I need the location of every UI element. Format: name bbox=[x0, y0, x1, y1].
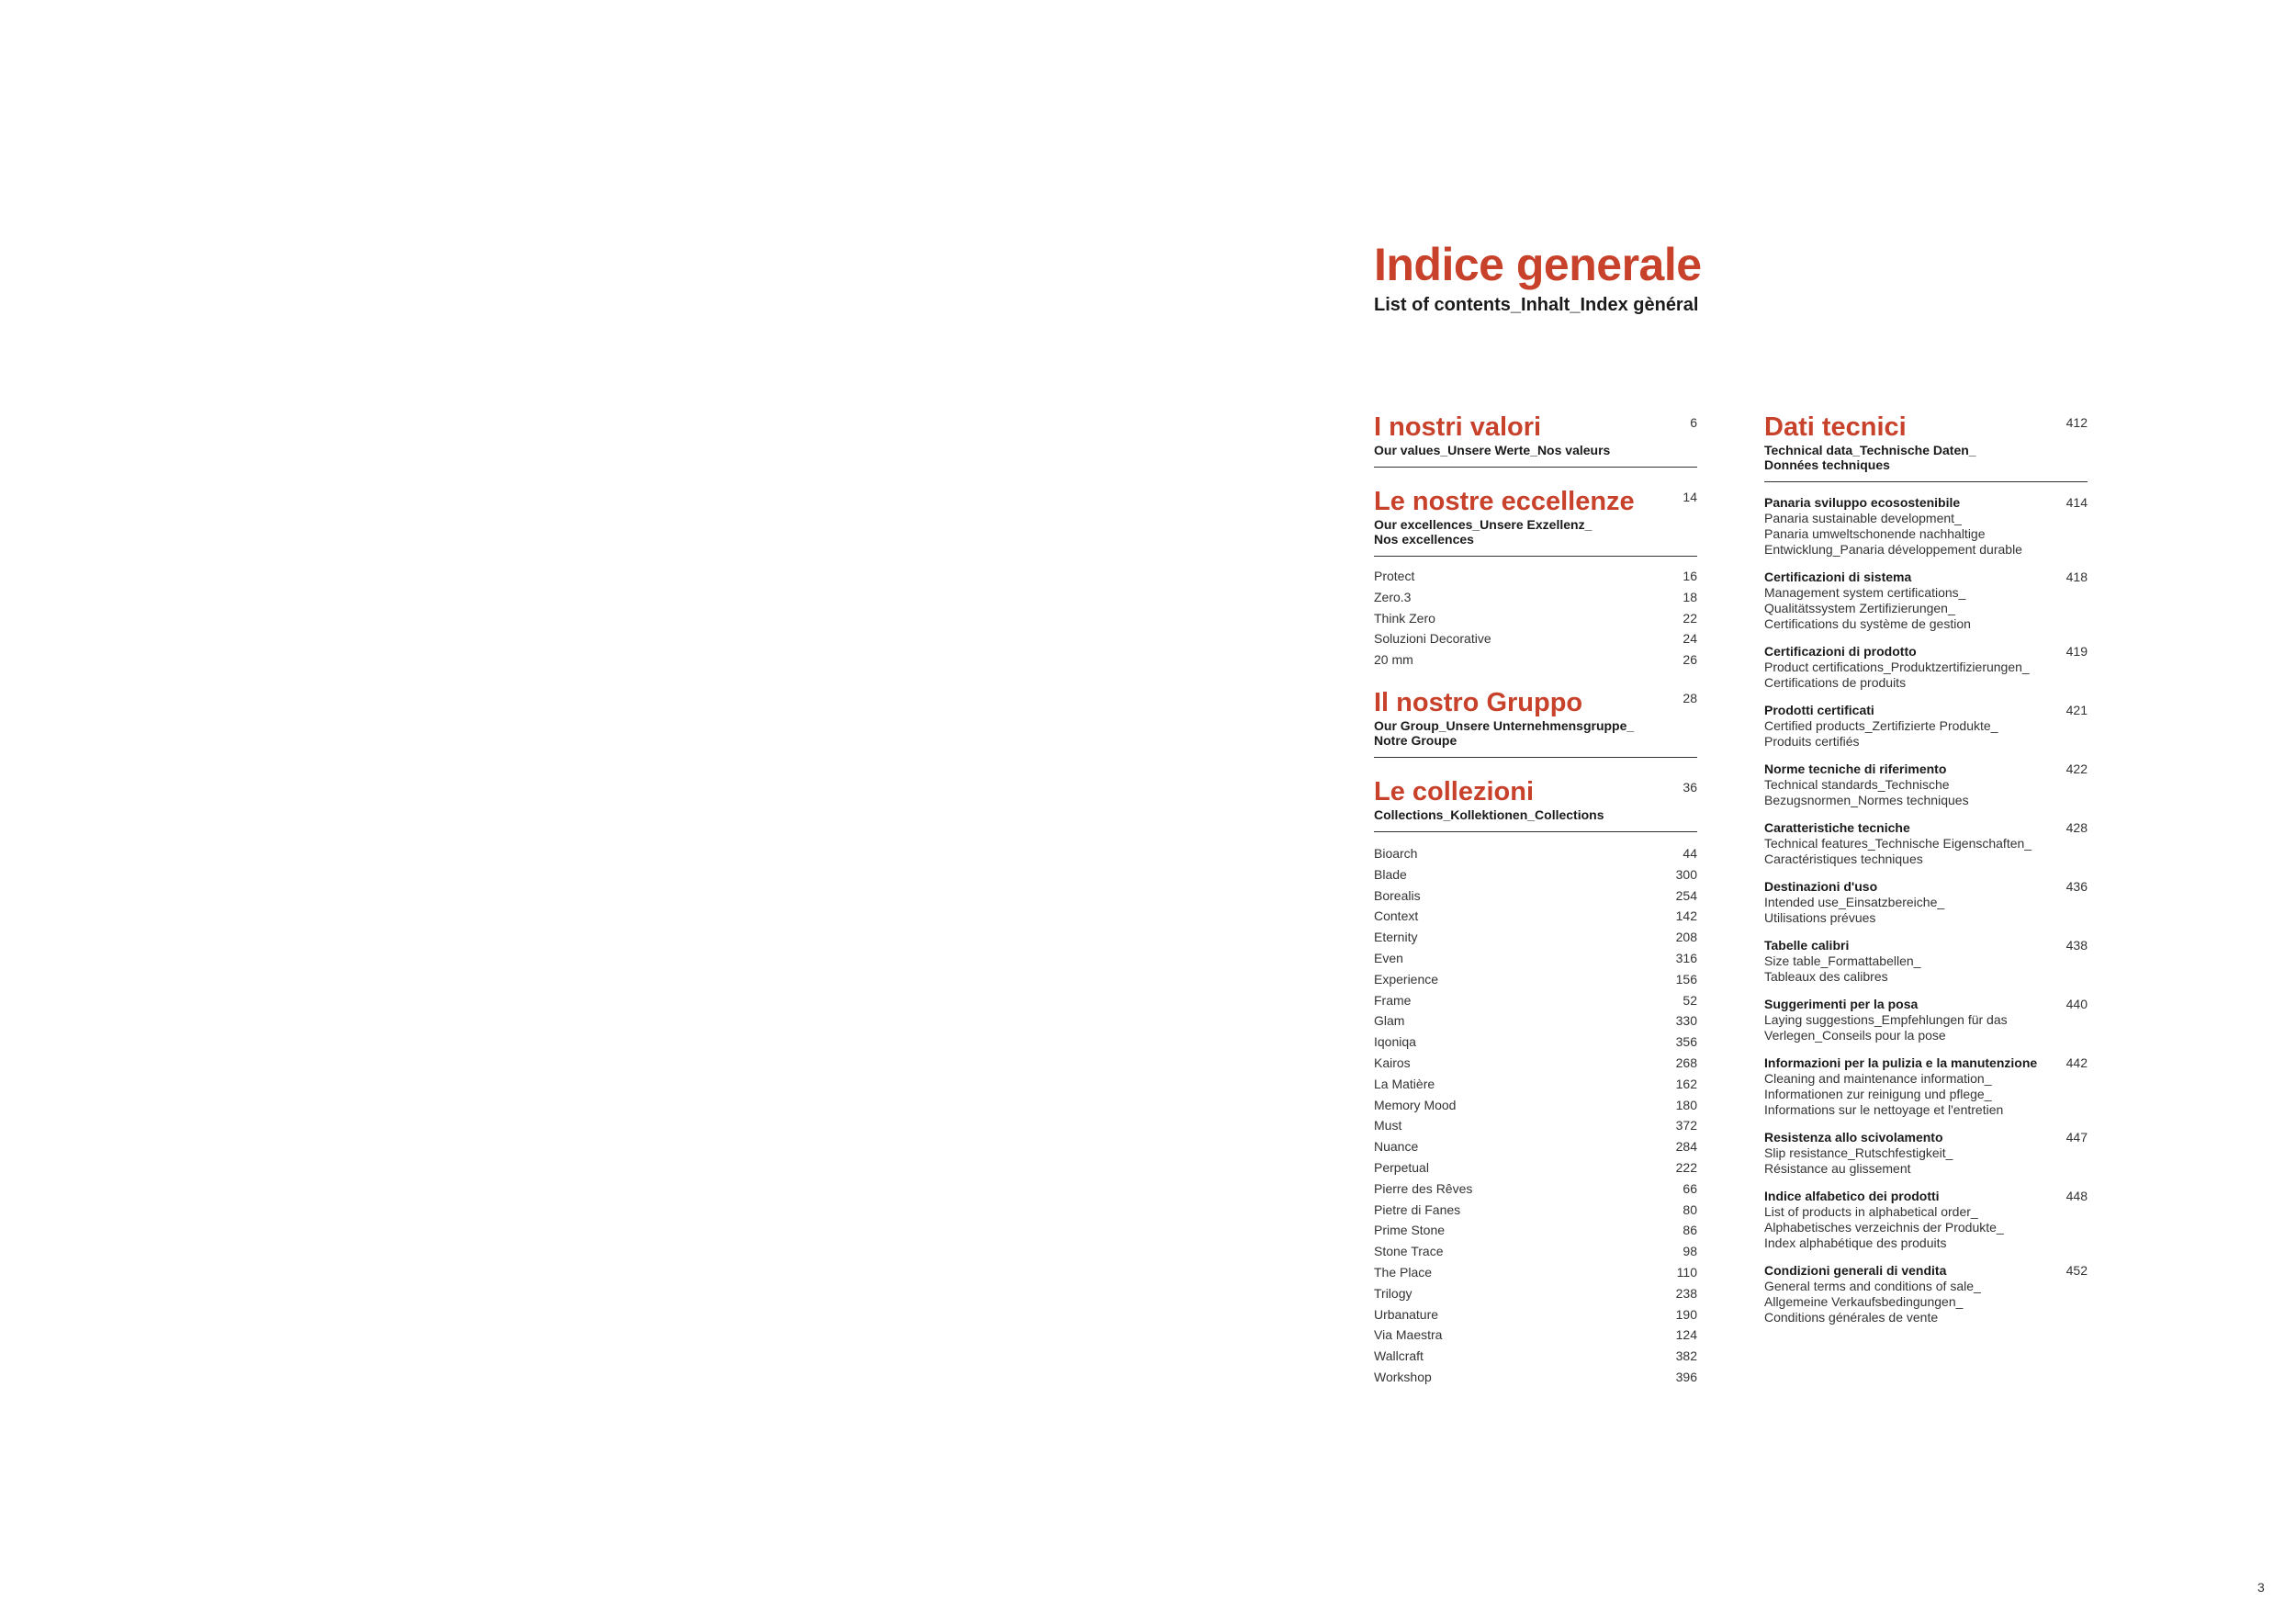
list-item-label: Experience bbox=[1374, 971, 1439, 987]
list-item-page: 26 bbox=[1683, 652, 1697, 668]
list-item[interactable] bbox=[1374, 566, 1697, 587]
list-item-page: 80 bbox=[1683, 1201, 1697, 1217]
section-page: 28 bbox=[1683, 690, 1697, 705]
section-page: 6 bbox=[1690, 415, 1697, 430]
section-subtitle: Technical data_Technische Daten_ Données techniques bbox=[1764, 443, 1976, 472]
section-title: Le collezioni bbox=[1374, 776, 1535, 806]
list-item-label: Think Zero bbox=[1374, 610, 1435, 626]
list-item[interactable] bbox=[1374, 1220, 1697, 1241]
list-item[interactable] bbox=[1374, 1074, 1697, 1095]
technical-item-title: Caratteristiche tecniche bbox=[1764, 820, 1910, 835]
list-item-label: Perpetual bbox=[1374, 1159, 1429, 1175]
technical-item-page: 414 bbox=[2065, 495, 2088, 510]
section-title: Il nostro Gruppo bbox=[1374, 687, 1583, 717]
technical-item-page: 421 bbox=[2065, 703, 2088, 717]
technical-item-description: Technical features_Technische Eigenschaften_ Caractéristiques techniques bbox=[1764, 836, 2032, 866]
page-title: Indice generale bbox=[1374, 239, 1702, 290]
technical-item-title: Certificazioni di prodotto bbox=[1764, 644, 1917, 659]
list-item[interactable] bbox=[1374, 1115, 1697, 1136]
list-item-label: Eternity bbox=[1374, 930, 1418, 945]
list-item-label: Soluzioni Decorative bbox=[1374, 631, 1491, 647]
list-item-label: Wallcraft bbox=[1374, 1348, 1424, 1364]
list-item-page: 162 bbox=[1675, 1076, 1697, 1091]
list-item-label: Borealis bbox=[1374, 887, 1421, 903]
list-item-page: 16 bbox=[1683, 569, 1697, 583]
technical-item-page: 436 bbox=[2065, 879, 2088, 894]
technical-item-title: Destinazioni d'uso bbox=[1764, 879, 1878, 894]
technical-item-page: 448 bbox=[2065, 1189, 2088, 1203]
list-item-label: Iqoniqa bbox=[1374, 1034, 1416, 1050]
technical-item-page: 452 bbox=[2065, 1263, 2088, 1278]
excellences-list bbox=[1374, 557, 1697, 687]
list-item[interactable] bbox=[1374, 948, 1697, 969]
list-item-label: Workshop bbox=[1374, 1369, 1432, 1384]
list-item-label: Pietre di Fanes bbox=[1374, 1201, 1461, 1217]
technical-item-title: Norme tecniche di riferimento bbox=[1764, 761, 1947, 776]
list-item-page: 156 bbox=[1675, 971, 1697, 987]
list-item[interactable] bbox=[1374, 969, 1697, 990]
list-item[interactable] bbox=[1374, 628, 1697, 649]
list-item-label: 20 mm bbox=[1374, 652, 1413, 668]
list-item[interactable] bbox=[1374, 587, 1697, 608]
list-item[interactable] bbox=[1374, 1136, 1697, 1157]
section-technical bbox=[1764, 412, 2088, 482]
list-item[interactable] bbox=[1374, 1010, 1697, 1032]
list-item-page: 268 bbox=[1675, 1054, 1697, 1070]
list-item-page: 52 bbox=[1683, 992, 1697, 1008]
technical-item-page: 428 bbox=[2065, 820, 2088, 835]
list-item-label: Blade bbox=[1374, 866, 1407, 882]
list-item-page: 66 bbox=[1683, 1180, 1697, 1196]
list-item-label: Pierre des Rêves bbox=[1374, 1180, 1473, 1196]
list-item[interactable] bbox=[1374, 1053, 1697, 1074]
list-item[interactable] bbox=[1374, 1304, 1697, 1325]
technical-item[interactable] bbox=[1764, 1055, 2088, 1118]
list-item-label: Kairos bbox=[1374, 1054, 1411, 1070]
technical-item-page: 442 bbox=[2065, 1055, 2088, 1070]
list-item-page: 18 bbox=[1683, 589, 1697, 604]
technical-item-title: Resistenza allo scivolamento bbox=[1764, 1130, 1943, 1145]
list-item-label: Nuance bbox=[1374, 1139, 1419, 1155]
list-item-page: 238 bbox=[1675, 1285, 1697, 1301]
technical-item-page: 447 bbox=[2065, 1130, 2088, 1145]
technical-item-title: Tabelle calibri bbox=[1764, 938, 1850, 953]
list-item[interactable] bbox=[1374, 906, 1697, 927]
section-title: Dati tecnici bbox=[1764, 412, 1907, 442]
list-item-page: 86 bbox=[1683, 1223, 1697, 1238]
list-item-label: Even bbox=[1374, 950, 1403, 965]
list-item[interactable] bbox=[1374, 1032, 1697, 1053]
list-item-page: 142 bbox=[1675, 908, 1697, 924]
technical-item-title: Panaria sviluppo ecosostenibile bbox=[1764, 495, 1961, 510]
technical-item-description: Size table_Formattabellen_ Tableaux des calibres bbox=[1764, 953, 1921, 984]
technical-item-page: 422 bbox=[2065, 761, 2088, 776]
technical-item-description: Slip resistance_Rutschfestigkeit_ Résistance au glissement bbox=[1764, 1145, 1953, 1176]
list-item-page: 372 bbox=[1675, 1118, 1697, 1133]
list-item-label: The Place bbox=[1374, 1264, 1433, 1280]
technical-item-title: Condizioni generali di vendita bbox=[1764, 1263, 1947, 1278]
list-item[interactable] bbox=[1374, 649, 1697, 671]
list-item-page: 222 bbox=[1675, 1159, 1697, 1175]
technical-item[interactable] bbox=[1764, 570, 2088, 632]
list-item-label: Must bbox=[1374, 1118, 1402, 1133]
technical-item[interactable] bbox=[1764, 1130, 2088, 1177]
list-item[interactable] bbox=[1374, 608, 1697, 629]
technical-item[interactable] bbox=[1764, 938, 2088, 985]
section-subtitle: Collections_Kollektionen_Collections bbox=[1374, 806, 1604, 822]
list-item-label: Protect bbox=[1374, 569, 1415, 583]
list-item-label: Glam bbox=[1374, 1013, 1405, 1029]
list-item[interactable] bbox=[1374, 864, 1697, 885]
technical-item[interactable] bbox=[1764, 703, 2088, 750]
section-subtitle: Our values_Unsere Werte_Nos valeurs bbox=[1374, 443, 1611, 457]
section-excellences bbox=[1374, 486, 1697, 557]
section-page: 14 bbox=[1683, 490, 1697, 504]
technical-item-description: Intended use_Einsatzbereiche_ Utilisations prévues bbox=[1764, 895, 1945, 925]
list-item-page: 98 bbox=[1683, 1244, 1697, 1259]
list-item-label: Memory Mood bbox=[1374, 1097, 1457, 1112]
technical-item-description: Panaria sustainable development_ Panaria umweltschonende nachhaltige Entwicklung_Panaria développement durable bbox=[1764, 511, 2022, 557]
list-item-page: 24 bbox=[1683, 631, 1697, 647]
section-values bbox=[1374, 412, 1697, 468]
list-item[interactable] bbox=[1374, 990, 1697, 1011]
section-subtitle: Our Group_Unsere Unternehmensgruppe_ Notre Groupe bbox=[1374, 717, 1635, 748]
list-item-label: Urbanature bbox=[1374, 1306, 1439, 1322]
technical-item[interactable] bbox=[1764, 1263, 2088, 1325]
list-item-label: La Matière bbox=[1374, 1076, 1435, 1091]
list-item-page: 22 bbox=[1683, 610, 1697, 626]
collections-list bbox=[1374, 832, 1697, 1404]
technical-item-description: General terms and conditions of sale_ Allgemeine Verkaufsbedingungen_ Conditions générales de vente bbox=[1764, 1279, 1981, 1325]
technical-item-page: 418 bbox=[2065, 570, 2088, 584]
list-item-label: Trilogy bbox=[1374, 1285, 1412, 1301]
section-title: I nostri valori bbox=[1374, 412, 1542, 442]
list-item-page: 190 bbox=[1675, 1306, 1697, 1322]
technical-list bbox=[1764, 482, 2088, 1325]
technical-item-description: Technical standards_Technische Bezugsnormen_Normes techniques bbox=[1764, 777, 1969, 807]
list-item[interactable] bbox=[1374, 885, 1697, 907]
list-item-page: 396 bbox=[1675, 1369, 1697, 1384]
list-item[interactable] bbox=[1374, 1325, 1697, 1346]
list-item[interactable] bbox=[1374, 843, 1697, 864]
section-collections bbox=[1374, 776, 1697, 832]
technical-item-title: Suggerimenti per la posa bbox=[1764, 997, 1919, 1011]
list-item[interactable] bbox=[1374, 1095, 1697, 1116]
list-item-page: 124 bbox=[1675, 1327, 1697, 1343]
list-item[interactable] bbox=[1374, 1157, 1697, 1179]
technical-item-description: Product certifications_Produktzertifizierungen_ Certifications de produits bbox=[1764, 660, 2030, 690]
list-item-page: 110 bbox=[1676, 1264, 1697, 1280]
technical-item-description: Cleaning and maintenance information_ Informationen zur reinigung und pflege_ Informations sur le nettoyage et l'entretien bbox=[1764, 1071, 2004, 1117]
list-item-page: 300 bbox=[1675, 866, 1697, 882]
list-item[interactable] bbox=[1374, 1200, 1697, 1221]
list-item-page: 180 bbox=[1675, 1097, 1697, 1112]
list-item-page: 44 bbox=[1683, 845, 1697, 861]
page-subtitle: List of contents_Inhalt_Index gènéral bbox=[1374, 295, 1699, 315]
technical-item[interactable] bbox=[1764, 761, 2088, 808]
list-item-page: 284 bbox=[1675, 1139, 1697, 1155]
technical-item-description: List of products in alphabetical order_ Alphabetisches verzeichnis der Produkte_ Index alphabétique des produits bbox=[1764, 1204, 2004, 1250]
list-item-label: Bioarch bbox=[1374, 845, 1418, 861]
technical-item-title: Certificazioni di sistema bbox=[1764, 570, 1912, 584]
list-item[interactable] bbox=[1374, 1241, 1697, 1262]
list-item[interactable] bbox=[1374, 1346, 1697, 1367]
title-block bbox=[1374, 237, 1702, 318]
section-group bbox=[1374, 687, 1697, 758]
technical-item-title: Informazioni per la pulizia e la manutenzione bbox=[1764, 1055, 2038, 1070]
list-item-label: Via Maestra bbox=[1374, 1327, 1443, 1343]
list-item[interactable] bbox=[1374, 1283, 1697, 1304]
technical-item-title: Prodotti certificati bbox=[1764, 703, 1874, 717]
technical-item-page: 438 bbox=[2065, 938, 2088, 953]
list-item-label: Prime Stone bbox=[1374, 1223, 1446, 1238]
technical-item-description: Management system certifications_ Qualitätssystem Zertifizierungen_ Certifications du système de gestion bbox=[1764, 585, 1971, 631]
section-page: 412 bbox=[2065, 415, 2088, 430]
technical-item[interactable] bbox=[1764, 644, 2088, 691]
section-page: 36 bbox=[1683, 779, 1697, 795]
left-column bbox=[1374, 412, 1697, 1404]
list-item-label: Stone Trace bbox=[1374, 1244, 1444, 1259]
technical-item[interactable] bbox=[1764, 997, 2088, 1043]
list-item[interactable] bbox=[1374, 1367, 1697, 1388]
list-item-page: 330 bbox=[1675, 1013, 1697, 1029]
technical-item[interactable] bbox=[1764, 495, 2088, 558]
technical-item-description: Laying suggestions_Empfehlungen für das Verlegen_Conseils pour la pose bbox=[1764, 1012, 2008, 1043]
list-item-label: Context bbox=[1374, 908, 1419, 924]
list-item[interactable] bbox=[1374, 1179, 1697, 1200]
list-item-page: 356 bbox=[1675, 1034, 1697, 1050]
list-item-page: 254 bbox=[1675, 887, 1697, 903]
list-item-label: Frame bbox=[1374, 992, 1412, 1008]
section-title: Le nostre eccellenze bbox=[1374, 487, 1635, 516]
list-item-label: Zero.3 bbox=[1374, 589, 1412, 604]
technical-item-page: 419 bbox=[2065, 644, 2088, 659]
technical-item-description: Certified products_Zertifizierte Produkte_ Produits certifiés bbox=[1764, 718, 1998, 749]
technical-item[interactable] bbox=[1764, 820, 2088, 867]
list-item[interactable] bbox=[1374, 927, 1697, 948]
page-number: 3 bbox=[2257, 1580, 2265, 1595]
section-subtitle: Our excellences_Unsere Exzellenz_ Nos excellences bbox=[1374, 517, 1593, 547]
technical-item[interactable] bbox=[1764, 879, 2088, 926]
technical-item-page: 440 bbox=[2065, 997, 2088, 1011]
list-item-page: 316 bbox=[1675, 950, 1697, 965]
technical-item[interactable] bbox=[1764, 1189, 2088, 1251]
list-item[interactable] bbox=[1374, 1262, 1697, 1283]
technical-item-title: Indice alfabetico dei prodotti bbox=[1764, 1189, 1940, 1203]
list-item-page: 208 bbox=[1675, 930, 1697, 945]
list-item-page: 382 bbox=[1675, 1348, 1697, 1364]
right-column bbox=[1764, 412, 2088, 1337]
